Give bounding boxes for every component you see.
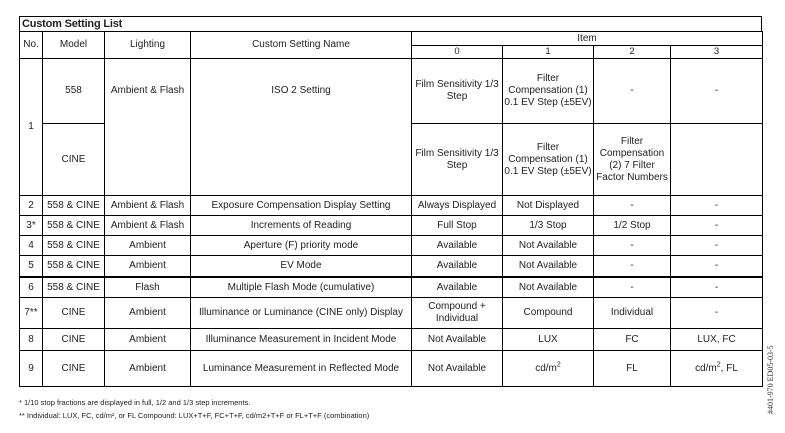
cell-item-0: Film Sensitivity 1/3 Step — [412, 124, 503, 196]
cell-item-3: - — [671, 277, 763, 298]
cell-item-2: Filter Compensation (2) 7 Filter Factor Numbers — [594, 124, 671, 196]
cell-item-0: Not Available — [412, 351, 503, 387]
cell-setting-name: Illuminance or Luminance (CINE only) Display — [191, 298, 412, 329]
cell-lighting: Ambient — [105, 351, 191, 387]
side-code: #401-970 ED05-03-5 — [766, 345, 775, 414]
cell-item-2: - — [594, 236, 671, 256]
footnote: ** Individual: LUX, FC, cd/m², or FL Compound: LUX+T+F, FC+T+F, cd/m2+T+F or FL+T+F (combination) — [19, 411, 370, 420]
cell-model: 558 & CINE — [43, 236, 105, 256]
superscript: 2 — [556, 361, 561, 369]
unit-text: cd/m — [535, 362, 557, 374]
cell-item-3 — [671, 124, 763, 196]
cell-item-1: Not Available — [503, 236, 594, 256]
cell-setting-name: Luminance Measurement in Reflected Mode — [191, 351, 412, 387]
cell-lighting: Ambient — [105, 329, 191, 351]
cell-no: 7** — [20, 298, 43, 329]
header-lighting: Lighting — [105, 32, 191, 59]
cell-no: 6 — [20, 277, 43, 298]
cell-item-1: LUX — [503, 329, 594, 351]
header-model: Model — [43, 32, 105, 59]
cell-item-3: - — [671, 216, 763, 236]
header-item-2: 2 — [594, 46, 671, 59]
custom-setting-table — [19, 31, 763, 387]
cell-item-3: - — [671, 59, 763, 124]
table-row — [20, 298, 763, 329]
cell-model: CINE — [43, 124, 105, 196]
header-item-3: 3 — [671, 46, 763, 59]
cell-model: CINE — [43, 351, 105, 387]
cell-lighting: Ambient & Flash — [105, 196, 191, 216]
cell-item-2: - — [594, 196, 671, 216]
cell-no: 5 — [20, 256, 43, 278]
cell-no: 3* — [20, 216, 43, 236]
footnote: * 1/10 stop fractions are displayed in full, 1/2 and 1/3 step increments. — [19, 398, 251, 407]
table-row — [20, 216, 763, 236]
cell-item-3: - — [671, 236, 763, 256]
cell-setting-name: Aperture (F) priority mode — [191, 236, 412, 256]
table-row — [20, 277, 763, 298]
cell-model: 558 & CINE — [43, 216, 105, 236]
cell-item-0: Compound + Individual — [412, 298, 503, 329]
cell-item-3: - — [671, 256, 763, 278]
header-item: Item — [412, 32, 763, 46]
cell-item-0: Not Available — [412, 329, 503, 351]
unit-text: cd/m — [695, 362, 717, 374]
cell-item-1 — [503, 351, 594, 387]
cell-item-0: Always Displayed — [412, 196, 503, 216]
cell-model: 558 & CINE — [43, 196, 105, 216]
cell-item-1: Not Available — [503, 256, 594, 278]
header-item-0: 0 — [412, 46, 503, 59]
cell-lighting: Ambient — [105, 256, 191, 278]
cell-item-3: - — [671, 298, 763, 329]
table-row — [20, 256, 763, 278]
cell-model: CINE — [43, 298, 105, 329]
cell-no: 8 — [20, 329, 43, 351]
cell-item-1: Not Displayed — [503, 196, 594, 216]
cell-no: 1 — [20, 59, 43, 196]
cell-no: 4 — [20, 236, 43, 256]
cell-item-2: 1/2 Stop — [594, 216, 671, 236]
header-setting-name: Custom Setting Name — [191, 32, 412, 59]
table-row — [20, 329, 763, 351]
cell-item-0: Available — [412, 277, 503, 298]
cell-item-1: Filter Compensation (1) 0.1 EV Step (±5EV) — [503, 124, 594, 196]
cell-item-1: Filter Compensation (1) 0.1 EV Step (±5EV) — [503, 59, 594, 124]
header-no: No. — [20, 32, 43, 59]
header-item-1: 1 — [503, 46, 594, 59]
cell-item-0: Film Sensitivity 1/3 Step — [412, 59, 503, 124]
cell-lighting: Ambient — [105, 298, 191, 329]
cell-no: 9 — [20, 351, 43, 387]
cell-setting-name: Multiple Flash Mode (cumulative) — [191, 277, 412, 298]
cell-model: 558 & CINE — [43, 277, 105, 298]
cell-model: 558 & CINE — [43, 256, 105, 278]
table-row — [20, 59, 763, 124]
cell-item-1: Not Available — [503, 277, 594, 298]
cell-item-0: Full Stop — [412, 216, 503, 236]
unit-suffix: , FL — [720, 362, 738, 374]
cell-item-3 — [671, 351, 763, 387]
cell-model: CINE — [43, 329, 105, 351]
superscript: 2 — [716, 361, 721, 369]
cell-item-2: Individual — [594, 298, 671, 329]
cell-setting-name: ISO 2 Setting — [191, 59, 412, 196]
cell-item-3: - — [671, 196, 763, 216]
custom-setting-sheet — [19, 16, 762, 387]
cell-lighting: Ambient & Flash — [105, 59, 191, 196]
cell-item-2: FC — [594, 329, 671, 351]
cell-setting-name: Illuminance Measurement in Incident Mode — [191, 329, 412, 351]
table-row — [20, 236, 763, 256]
cell-setting-name: EV Mode — [191, 256, 412, 278]
cell-lighting: Flash — [105, 277, 191, 298]
cell-item-2: - — [594, 277, 671, 298]
cell-lighting: Ambient & Flash — [105, 216, 191, 236]
header-row — [20, 32, 763, 46]
table-row — [20, 351, 763, 387]
cell-setting-name: Exposure Compensation Display Setting — [191, 196, 412, 216]
cell-item-1: 1/3 Stop — [503, 216, 594, 236]
cell-no: 2 — [20, 196, 43, 216]
table-row — [20, 196, 763, 216]
cell-model: 558 — [43, 59, 105, 124]
cell-item-2: - — [594, 59, 671, 124]
cell-item-1: Compound — [503, 298, 594, 329]
cell-item-3: LUX, FC — [671, 329, 763, 351]
cell-setting-name: Increments of Reading — [191, 216, 412, 236]
table-title: Custom Setting List — [19, 16, 762, 31]
footnotes — [19, 396, 369, 422]
cell-item-2: - — [594, 256, 671, 278]
cell-item-2: FL — [594, 351, 671, 387]
cell-item-0: Available — [412, 256, 503, 278]
cell-lighting: Ambient — [105, 236, 191, 256]
cell-item-0: Available — [412, 236, 503, 256]
